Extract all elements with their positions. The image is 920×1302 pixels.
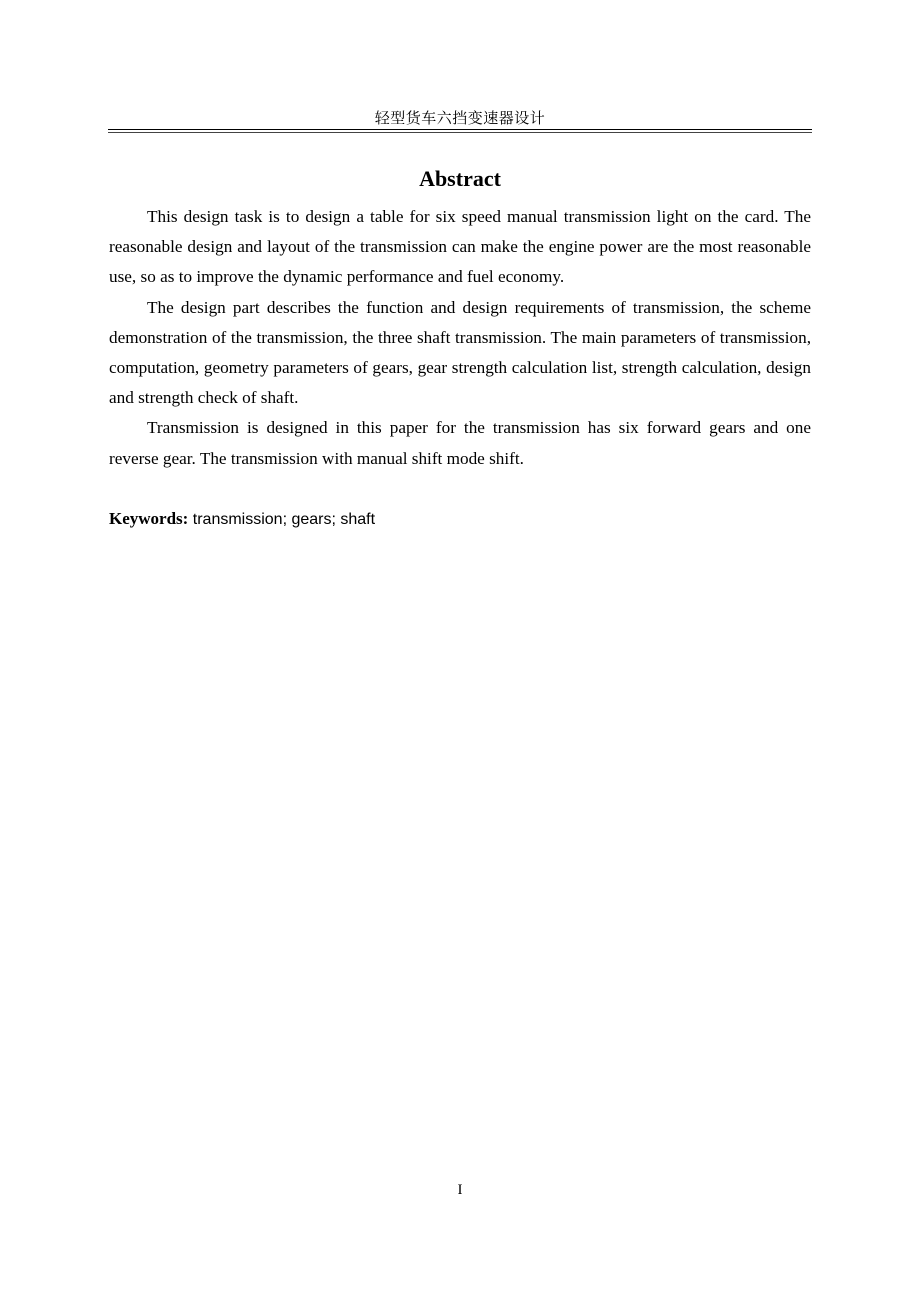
- keywords-value: transmission; gears; shaft: [188, 511, 376, 528]
- page-number: I: [457, 1182, 463, 1198]
- running-header: 轻型货车六挡变速器设计: [374, 109, 546, 127]
- keywords-label: Keywords:: [109, 509, 189, 528]
- abstract-body: [109, 202, 811, 474]
- abstract-paragraph: Transmission is designed in this paper for the transmission has six forward gears and one reverse gear. The transmission with manual shift mode shift.: [109, 418, 811, 468]
- abstract-paragraph: This design task is to design a table for six speed manual transmission light on the card. The reasonable design and layout of the transmission can make the engine power are the most reasonable use, so as to improve the dynamic performance and fuel economy.: [109, 207, 811, 287]
- header-rule: [108, 129, 812, 130]
- abstract-paragraph: The design part describes the function and design requirements of transmission, the scheme demonstration of the transmission, the three shaft transmission. The main parameters of transmission, computation, geometry parameters of gears, gear strength calculation list, strength calculation, design and strength check of shaft.: [109, 297, 811, 408]
- header-rule-secondary: [108, 132, 812, 133]
- keywords-line: [109, 505, 811, 534]
- abstract-title: Abstract: [419, 166, 501, 191]
